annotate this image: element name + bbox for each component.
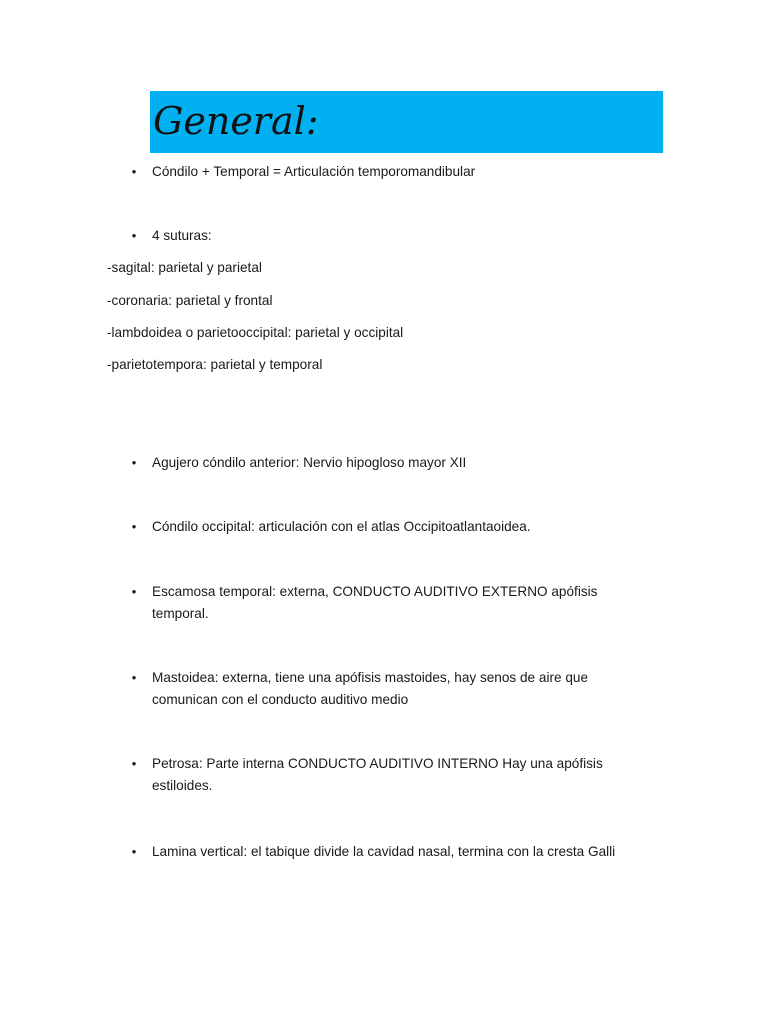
list-item: [131, 225, 657, 247]
list-item-text: Cóndilo occipital: articulación con el atlas Occipitoatlantaoidea.: [152, 519, 531, 534]
page-title: General:: [153, 99, 319, 143]
list-item: [131, 841, 657, 863]
list-item-text: Escamosa temporal: externa, CONDUCTO AUDITIVO EXTERNO apófisis temporal.: [152, 584, 598, 621]
list-item-text: Cóndilo + Temporal = Articulación temporomandibular: [152, 164, 476, 179]
bullet-icon: •: [131, 584, 137, 599]
bullet-icon: •: [131, 519, 137, 534]
bullet-icon: •: [131, 844, 137, 859]
bullet-icon: •: [131, 670, 137, 685]
bullet-icon: •: [131, 164, 137, 179]
list-item-text: Lamina vertical: el tabique divide la cavidad nasal, termina con la cresta Galli: [152, 844, 616, 859]
list-item-text: Petrosa: Parte interna CONDUCTO AUDITIVO INTERNO Hay una apófisis estiloides.: [152, 756, 603, 793]
list-item: [131, 516, 657, 538]
list-item-text: 4 suturas:: [152, 228, 212, 243]
bullet-icon: •: [131, 455, 137, 470]
suture-line: -parietotempora: parietal y temporal: [107, 357, 323, 372]
list-item: [131, 452, 657, 474]
list-item: [131, 161, 657, 183]
list-item-text: Agujero cóndilo anterior: Nervio hipogloso mayor XII: [152, 455, 467, 470]
list-item: [131, 581, 657, 625]
bullet-icon: •: [131, 756, 137, 771]
suture-line: -sagital: parietal y parietal: [107, 260, 262, 275]
title-banner: [150, 91, 663, 153]
list-item-text: Mastoidea: externa, tiene una apófisis mastoides, hay senos de aire que comunican con el conducto auditivo medio: [152, 670, 589, 707]
list-item: [131, 753, 657, 797]
list-item: [131, 667, 657, 711]
bullet-icon: •: [131, 228, 137, 243]
suture-line: -coronaria: parietal y frontal: [107, 293, 273, 308]
suture-line: -lambdoidea o parietooccipital: parietal y occipital: [107, 325, 404, 340]
